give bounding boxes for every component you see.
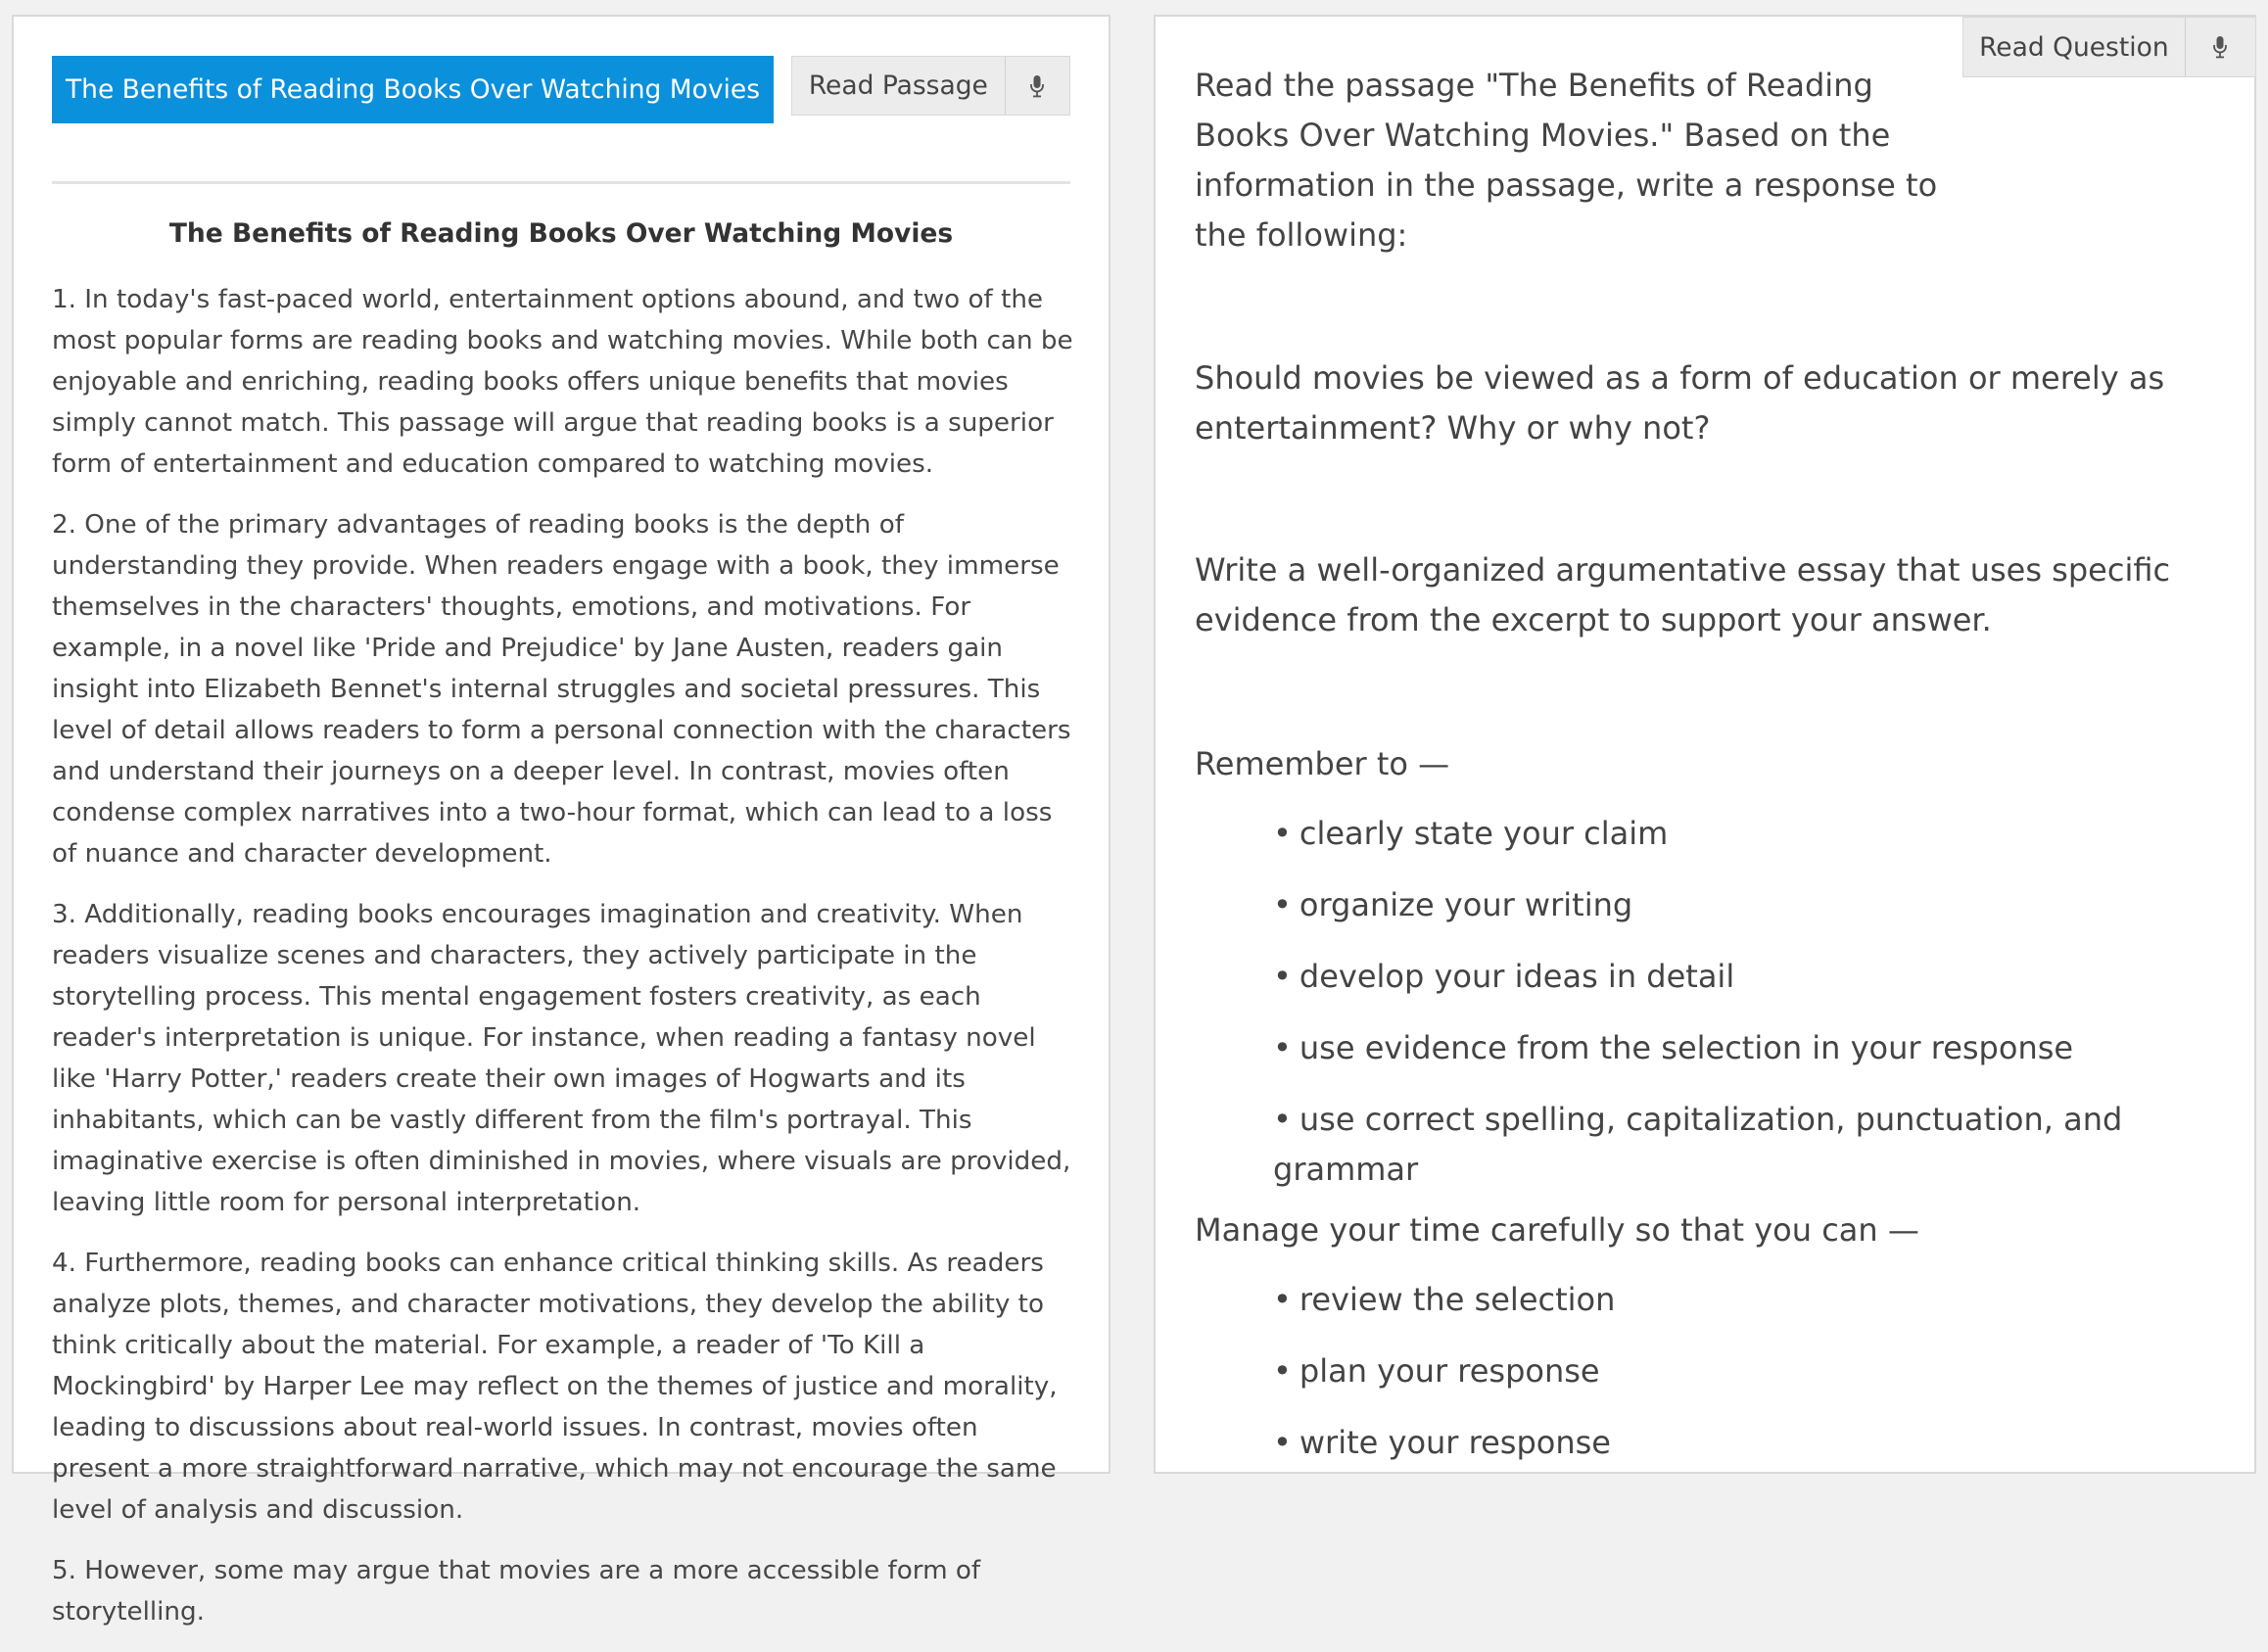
read-question-label[interactable]: Read Question [1979,31,2169,63]
list-item: • plan your response [1273,1352,1600,1390]
read-passage-label[interactable]: Read Passage [808,71,988,101]
remember-heading: Remember to — [1195,745,1450,782]
list-item: • use correct spelling, capitalization, punctuation, and grammar [1273,1101,2123,1188]
passage-paragraph: 3. Additionally, reading books encourages imagination and creativity. When readers visualize scenes and characters, they actively participate in the storytelling process. This mental engagement fosters creativity, as each reader's interpretation is unique. For instance, when reading a fantasy novel like 'Harry Potter,' readers create their own images of Hogwarts and its inhabitants, which can be vastly different from the film's portrayal. This imaginative exercise is often diminished in movies, where visuals are provided, leaving little room for personal interpretation. [52,900,1071,1217]
passage-heading: The Benefits of Reading Books Over Watching Movies [168,218,954,249]
passage-paragraph: 2. One of the primary advantages of reading books is the depth of understanding they provide. When readers engage with a book, they immerse themselves in the characters' thoughts, emotions, and motivations. For example, in a novel like 'Pride and Prejudice' by Jane Austen, readers gain insight into Elizabeth Bennet's internal struggles and societal pressures. This level of detail allows readers to form a personal connection with the characters and understand their journeys on a deeper level. In contrast, movies often condense complex narratives into a two-hour format, which can lead to a loss of nuance and character development. [52,510,1071,869]
remember-item: clearly state your claim [1299,815,1669,852]
divider [52,181,1070,184]
remember-list [1195,809,2233,1188]
remember-item: develop your ideas in detail [1299,958,1735,995]
list-item: • organize your writing [1273,886,1633,923]
passage-paragraph: 4. Furthermore, reading books can enhance critical thinking skills. As readers analyze plots, themes, and character motivations, they develop the ability to think critically about the material. For example, a reader of 'To Kill a Mockingbird' by Harper Lee may reflect on the themes of justice and morality, leading to discussions about real-world issues. In contrast, movies often present a more straightforward narrative, which may not encourage the same level of analysis and discussion. [52,1249,1058,1525]
remember-item: organize your writing [1299,886,1633,923]
passage-body [52,279,1075,1652]
list-item: • clearly state your claim [1273,815,1669,852]
passage-title-tab[interactable]: The Benefits of Reading Books Over Watching Movies [52,56,774,123]
question-intro: Read the passage "The Benefits of Reading Books Over Watching Movies." Based on the information in the passage, write a response to the following: [1195,67,1938,254]
passage-paragraph: 5. However, some may argue that movies are a more accessible form of storytelling. [52,1556,981,1627]
manage-item: write your response [1299,1424,1611,1461]
question-content [1195,61,2233,1489]
question-instruction: Write a well-organized argumentative essay that uses specific evidence from the excerpt to support your answer. [1195,551,2171,638]
question-prompt: Should movies be viewed as a form of education or merely as entertainment? Why or why not? [1195,359,2165,447]
list-item: • use evidence from the selection in your response [1273,1029,2074,1066]
list-item: • write your response [1273,1424,1611,1461]
manage-list [1195,1275,2233,1489]
passage-panel [12,15,1110,1627]
microphone-icon[interactable] [1005,57,1069,115]
remember-item: use evidence from the selection in your response [1299,1029,2074,1066]
passage-paragraph: 1. In today's fast-paced world, entertainment options abound, and two of the most popular forms are reading books and watching movies. While both can be enjoyable and enriching, reading books offers unique benefits that movies simply cannot match. This passage will argue that reading books is a superior form of entertainment and education compared to watching movies. [52,285,1073,479]
list-item: • develop your ideas in detail [1273,958,1735,995]
manage-item: review the selection [1299,1281,1616,1318]
question-panel [1154,15,2256,1474]
remember-item: use correct spelling, capitalization, punctuation, and grammar [1273,1101,2123,1188]
read-passage-button[interactable] [791,56,1070,116]
manage-item: plan your response [1299,1352,1600,1390]
manage-heading: Manage your time carefully so that you can — [1195,1211,1919,1249]
list-item: • review the selection [1273,1281,1616,1318]
